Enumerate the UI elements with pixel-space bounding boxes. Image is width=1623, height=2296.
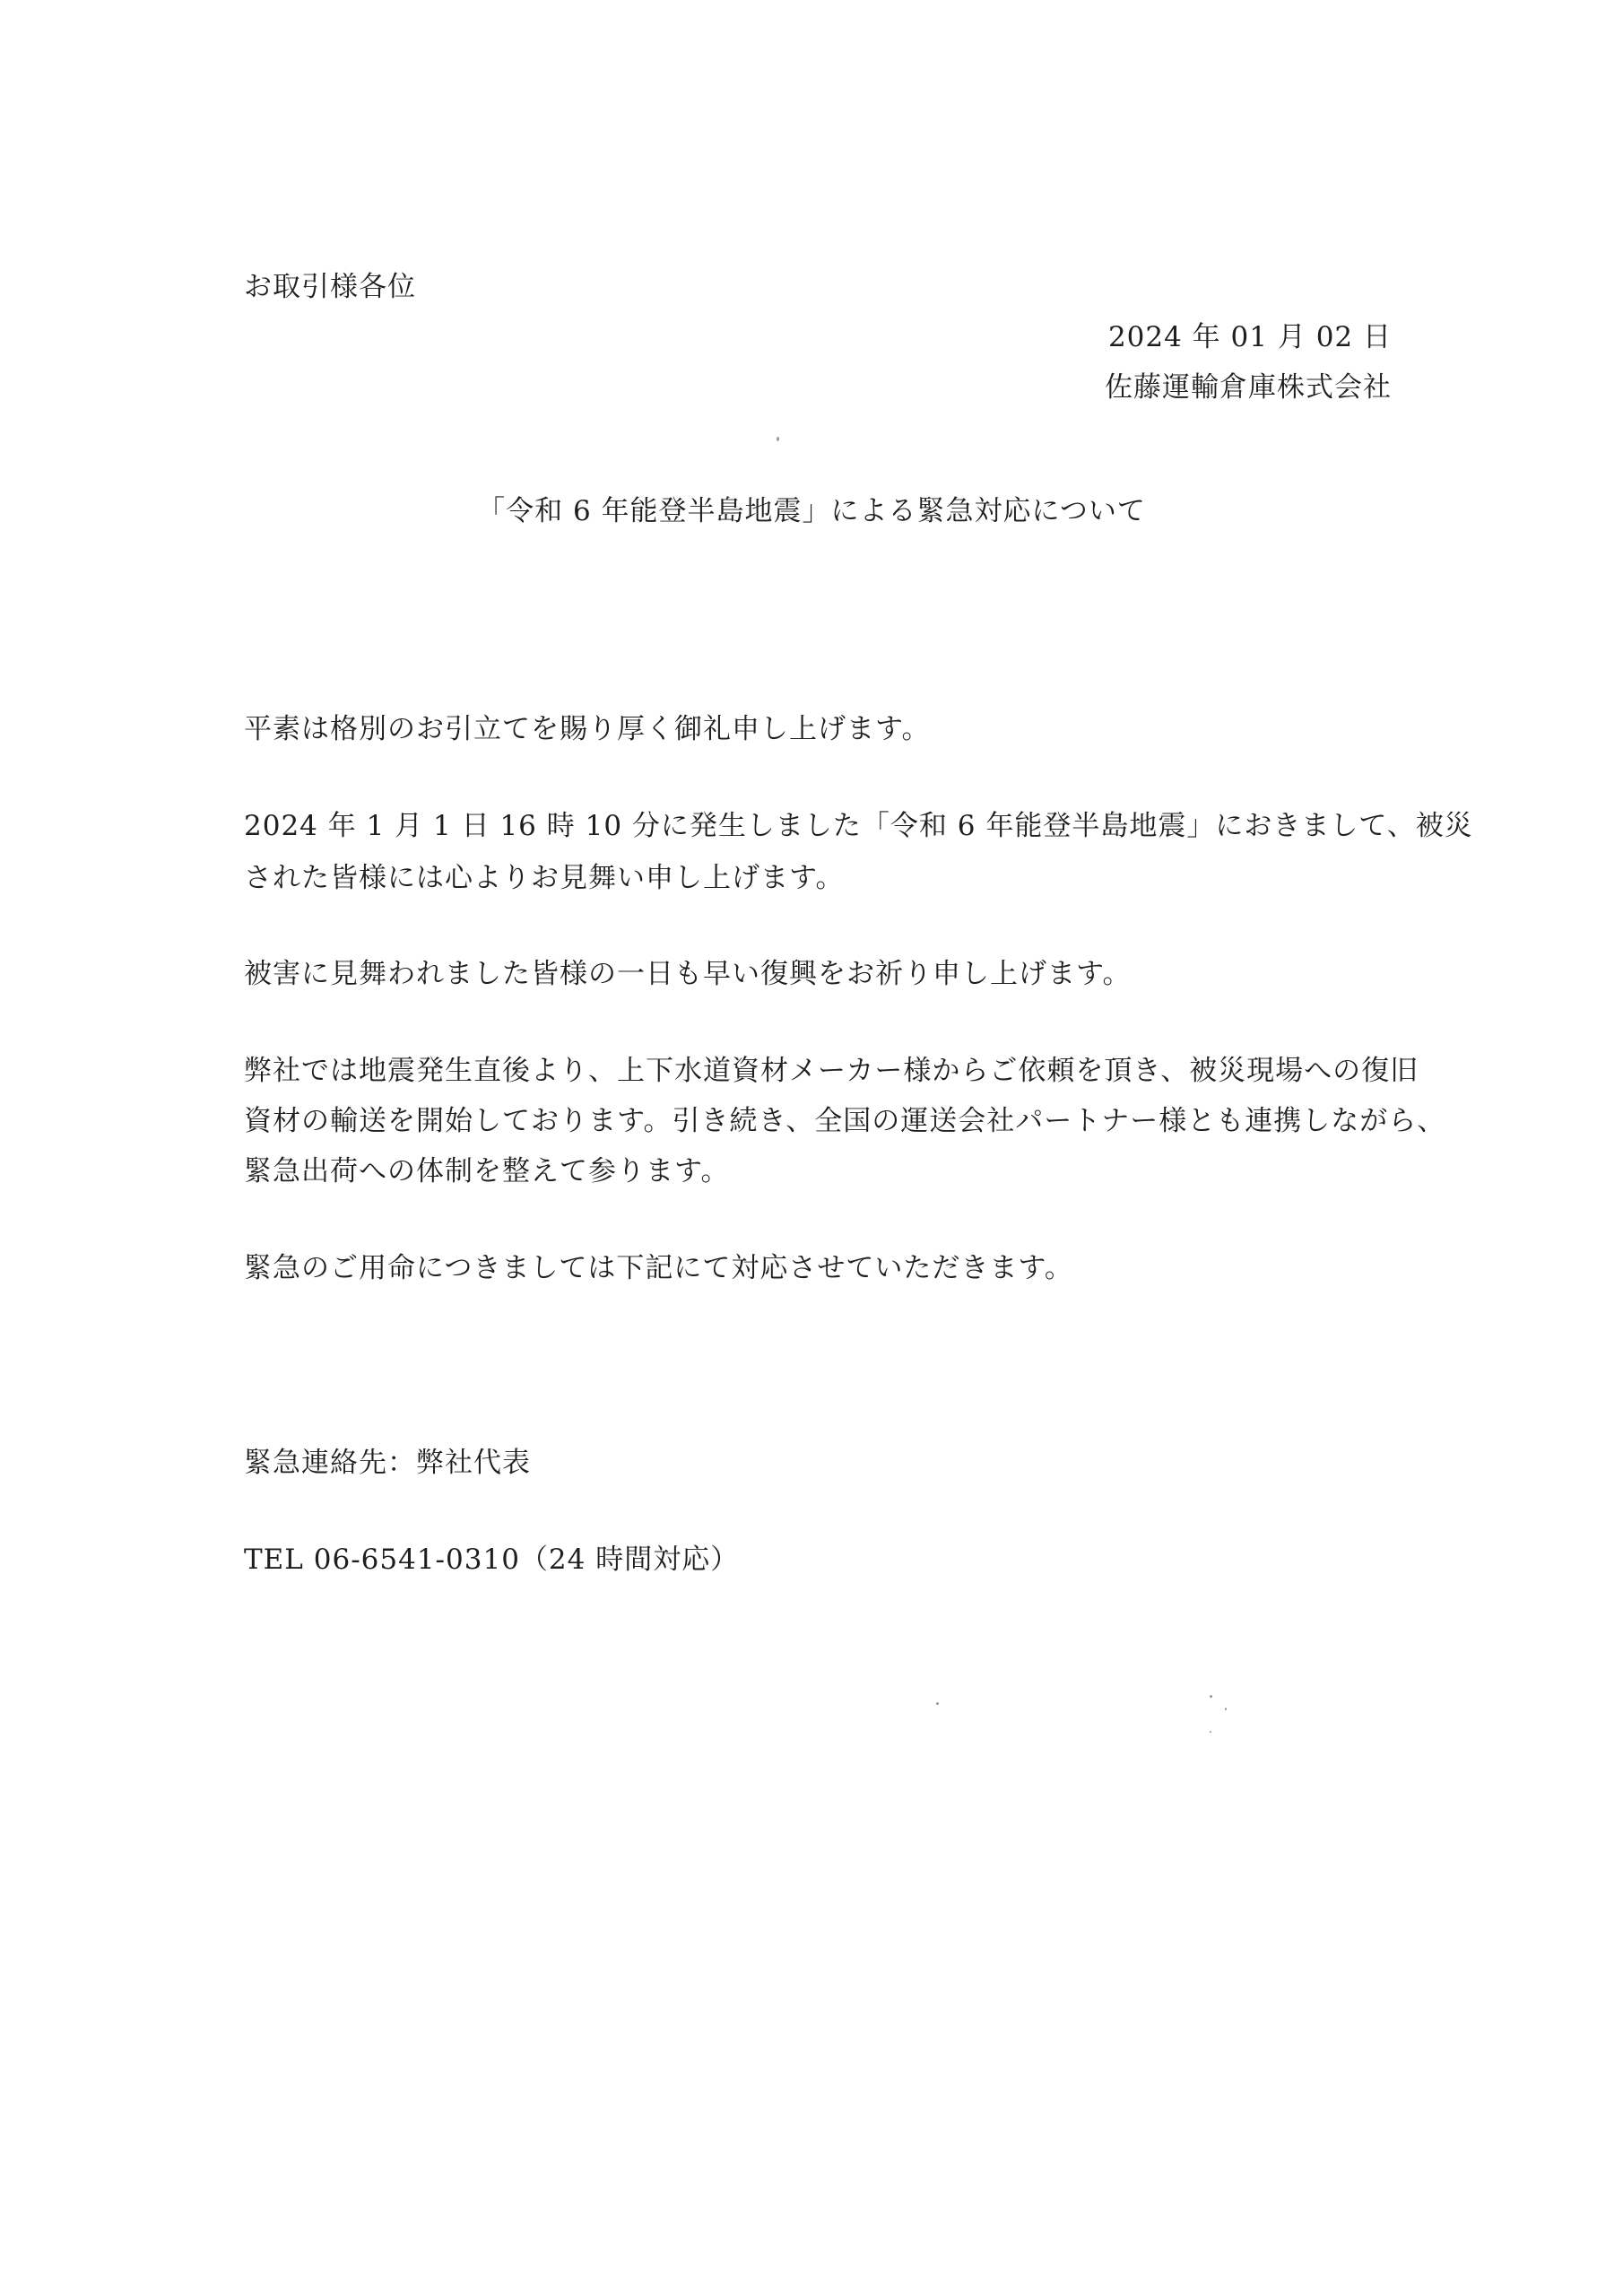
- scan-speck: [1225, 1708, 1227, 1710]
- greeting-paragraph: 平素は格別のお引立てを賜り厚く御礼申し上げます。: [244, 713, 931, 745]
- scan-speck: [1210, 1731, 1211, 1733]
- sympathy-paragraph-line-2: された皆様には心よりお見舞い申し上げます。: [244, 862, 845, 894]
- addressee: お取引様各位: [244, 271, 416, 303]
- letter-subject: 「令和 6 年能登半島地震」による緊急対応について: [477, 495, 1146, 527]
- response-paragraph-line-2: 資材の輸送を開始しております。引き続き、全国の運送会社パートナー様とも連携しながら、: [244, 1105, 1446, 1137]
- response-paragraph-line-3: 緊急出荷への体制を整えて参ります。: [244, 1155, 730, 1187]
- letter-date: 2024 年 01 月 02 日: [1107, 321, 1392, 353]
- emergency-contact-tel: TEL 06-6541-0310（24 時間対応）: [244, 1544, 740, 1576]
- response-paragraph-line-1: 弊社では地震発生直後より、上下水道資材メーカー様からご依頼を頂き、被災現場への復旧: [244, 1055, 1419, 1087]
- contact-intro-paragraph: 緊急のご用命につきましては下記にて対応させていただきます。: [244, 1252, 1073, 1284]
- recovery-paragraph: 被害に見舞われました皆様の一日も早い復興をお祈り申し上げます。: [244, 958, 1132, 990]
- scan-speck: [936, 1702, 939, 1705]
- sympathy-paragraph-line-1: 2024 年 1 月 1 日 16 時 10 分に発生しました「令和 6 年能登半島地震」におきまして、被災: [244, 810, 1473, 842]
- scan-speck: [777, 437, 779, 441]
- sender-company: 佐藤運輸倉庫株式会社: [1105, 371, 1392, 404]
- scan-speck: [1210, 1695, 1212, 1698]
- emergency-contact-label: 緊急連絡先：弊社代表: [244, 1447, 531, 1479]
